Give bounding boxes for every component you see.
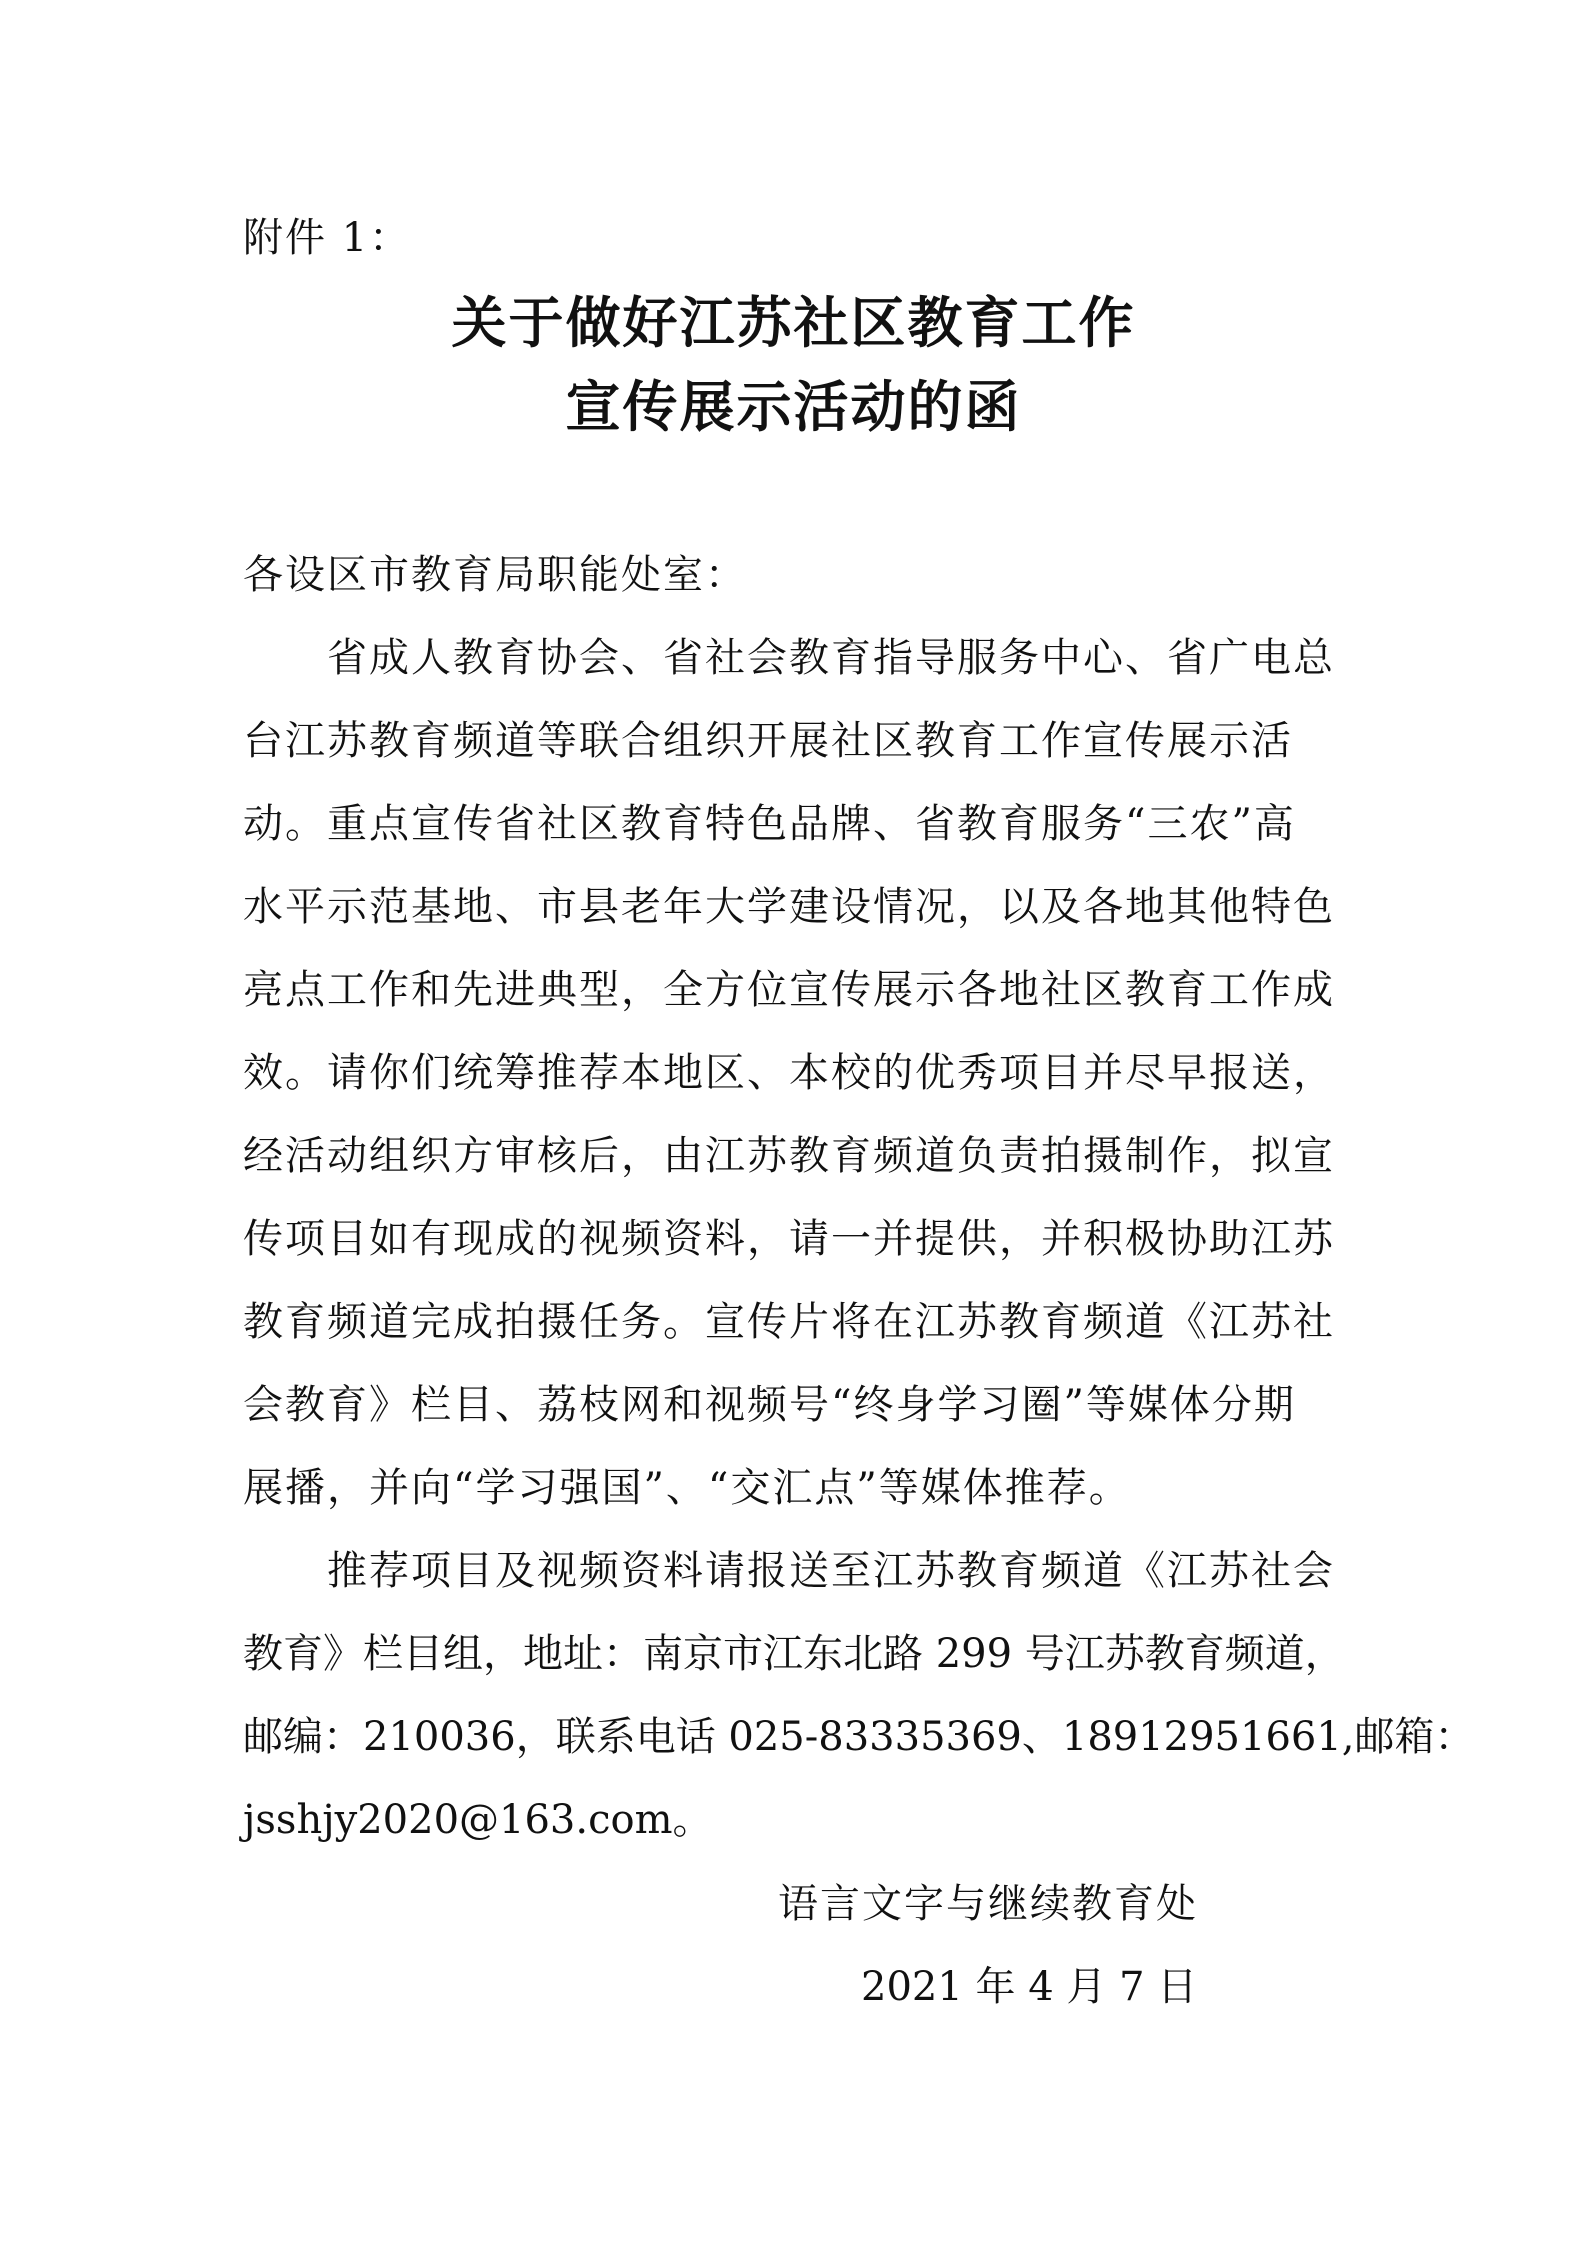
paragraph-line: 推荐项目及视频资料请报送至江苏教育频道《江苏社会 <box>327 1548 1335 1594</box>
paragraph-line: 省成人教育协会、省社会教育指导服务中心、省广电总 <box>327 635 1335 681</box>
paragraph-line: 教育》栏目组，地址：南京市江东北路 299 号江苏教育频道， <box>243 1631 1345 1677</box>
paragraph-line: jsshjy2020@163.com。 <box>243 1797 713 1843</box>
paragraph-line: 动。重点宣传省社区教育特色品牌、省教育服务“三农”高 <box>243 801 1296 847</box>
paragraph-line: 邮编：210036，联系电话 025-83335369、18912951661,邮箱： <box>243 1714 1475 1760</box>
salutation: 各设区市教育局职能处室： <box>243 552 747 598</box>
paragraph-line: 台江苏教育频道等联合组织开展社区教育工作宣传展示活 <box>243 718 1293 764</box>
paragraph-line: 教育频道完成拍摄任务。宣传片将在江苏教育频道《江苏社 <box>243 1299 1335 1345</box>
document-title-line-1: 关于做好江苏社区教育工作 <box>451 291 1136 355</box>
paragraph-line: 水平示范基地、市县老年大学建设情况，以及各地其他特色 <box>243 884 1335 930</box>
paragraph-line: 亮点工作和先进典型，全方位宣传展示各地社区教育工作成 <box>243 967 1335 1013</box>
paragraph-line: 展播，并向“学习强国”、“交汇点”等媒体推荐。 <box>243 1465 1131 1511</box>
attachment-label: 附件 1： <box>243 215 412 261</box>
paragraph-line: 经活动组织方审核后，由江苏教育频道负责拍摄制作，拟宣 <box>243 1133 1335 1179</box>
paragraph-line: 会教育》栏目、荔枝网和视频号“终身学习圈”等媒体分期 <box>243 1382 1296 1428</box>
paragraph-line: 传项目如有现成的视频资料，请一并提供，并积极协助江苏 <box>243 1216 1335 1262</box>
signature-date: 2021 年 4 月 7 日 <box>861 1964 1198 2010</box>
signature-office: 语言文字与继续教育处 <box>778 1881 1198 1927</box>
paragraph-line: 效。请你们统筹推荐本地区、本校的优秀项目并尽早报送， <box>243 1050 1335 1096</box>
document-title-line-2: 宣传展示活动的函 <box>565 375 1022 439</box>
